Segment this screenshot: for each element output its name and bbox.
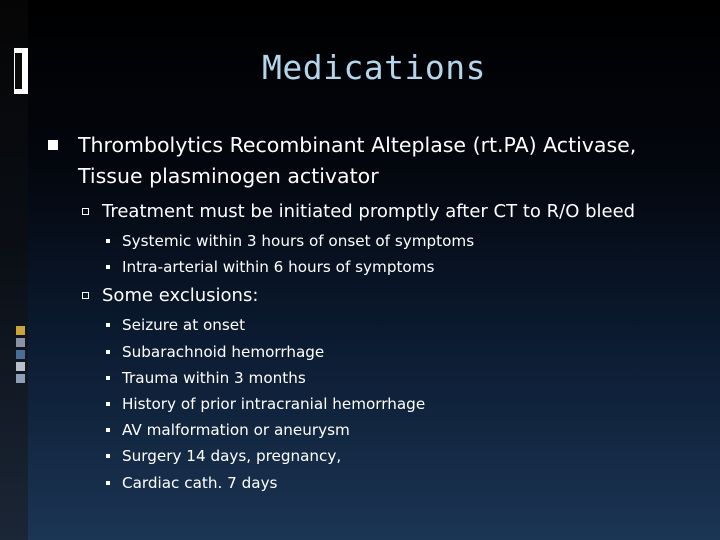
sub-bullet-exclusions [40,284,700,308]
hollow-square-bullet-icon [82,292,89,299]
small-square-bullet-icon [106,402,110,406]
bullet-thrombolytics [40,130,700,192]
list-item [40,312,700,338]
side-square-5 [16,374,25,383]
sub-bullet-exclusions-text: Some exclusions: [102,285,259,307]
side-square-4 [16,362,25,371]
list-item [40,254,700,280]
list-item-text: Seizure at onset [122,316,246,335]
small-square-bullet-icon [106,376,110,380]
list-item [40,339,700,365]
list-item-text: Subarachnoid hemorrhage [122,342,325,361]
list-item [40,470,700,496]
list-item [40,391,700,417]
list-item-text: Intra-arterial within 6 hours of symptoms [122,258,435,277]
list-item [40,228,700,254]
small-square-bullet-icon [106,265,110,269]
small-square-bullet-icon [106,239,110,243]
list-item-text: Trauma within 3 months [122,368,306,387]
sub-bullet-treatment [40,200,700,224]
hollow-square-bullet-icon [82,208,89,215]
slide-title: Medications [261,48,487,87]
small-square-bullet-icon [106,454,110,458]
list-item-text: Cardiac cath. 7 days [122,473,278,492]
side-color-squares [16,326,25,386]
side-square-3 [16,350,25,359]
side-square-2 [16,338,25,347]
side-square-1 [16,326,25,335]
list-item-text: Surgery 14 days, pregnancy, [122,447,342,466]
small-square-bullet-icon [106,428,110,432]
list-item [40,365,700,391]
small-square-bullet-icon [106,323,110,327]
list-item-text: History of prior intracranial hemorrhage [122,395,426,414]
treatment-details [40,228,700,280]
list-item-text: Systemic within 3 hours of onset of symptoms [122,232,475,250]
slide-content [40,130,700,498]
square-bullet-icon [48,140,58,150]
list-item-text: AV malformation or aneurysm [122,421,350,440]
sub-bullet-treatment-text: Treatment must be initiated promptly after CT to R/O bleed [102,201,636,222]
left-bracket-mark-inner [15,53,22,89]
list-item [40,417,700,443]
small-square-bullet-icon [106,350,110,354]
exclusions-list [40,312,700,495]
bullet-thrombolytics-text: Thrombolytics Recombinant Alteplase (rt.PA) Activase, Tissue plasminogen activator [78,133,637,188]
list-item [40,443,700,469]
small-square-bullet-icon [106,481,110,485]
